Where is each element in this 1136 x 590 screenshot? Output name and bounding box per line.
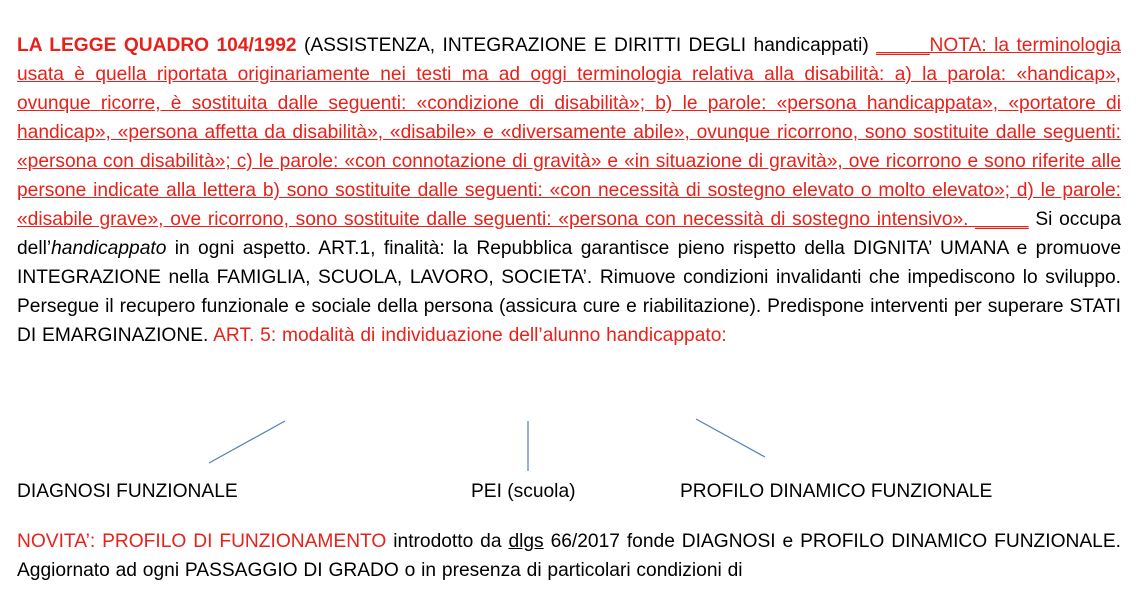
- body-text-a: Si occupa dell’: [17, 209, 1121, 259]
- terminology-note: _____NOTA: la terminologia usata è quella riportata originariamente nei testi ma ad oggi terminologia relativa alla disabilità: a) la parola: «handicap», ovunque ricorre, è sostituita dalle seguenti: «condizione di disabilità»; b) le parole: «persona handicappata», «portatore di handicap», «persona affetta da disabilità», «disabile» e «diversamente abile», ovunque ricorrono, sono sostituite dalle seguenti: «persona con disabilità»; c) le parole: «con connotazione di gravità» e «in situazione di gravità», ove ricorrono e sono riferite alle persone indicate alla lettera b) sono sostituite dalle seguenti: «con necessità di sostegno elevato o molto elevato»; d) le parole: «disabile grave», ove ricorrono, sono sostituite dalle seguenti: «persona con necessità di sostegno intensivo». _____: [17, 35, 1121, 230]
- label-profilo-dinamico: PROFILO DINAMICO FUNZIONALE: [680, 481, 993, 502]
- novita-dlgs: dlgs: [508, 531, 544, 552]
- connector-right: [696, 419, 765, 457]
- label-pei: PEI (scuola): [471, 481, 576, 502]
- document-body: [17, 31, 1121, 350]
- novita-text-a: introdotto da: [386, 531, 509, 552]
- body-text-italic: handicappato: [51, 238, 167, 259]
- connector-left: [209, 421, 285, 463]
- law-title: LA LEGGE QUADRO 104/1992: [17, 35, 297, 56]
- novita-text-b: 66/2017 fonde DIAGNOSI e PROFILO DINAMICO FUNZIONALE. Aggiornato ad ogni PASSAGGIO DI GRADO o in presenza di particolari condizioni di: [17, 531, 1121, 581]
- body-text-b: in ogni aspetto. ART.1, finalità: la Repubblica garantisce pieno rispetto della DIGNITA’ UMANA e promuove INTEGRAZIONE nella FAMIGLIA, SCUOLA, LAVORO, SOCIETA’. Rimuove condizioni invalidanti che impediscono lo sviluppo. Persegue il recupero funzionale e sociale della persona (assicura cure e riabilitazione). Predispone interventi per superare STATI DI EMARGINAZIONE.: [17, 238, 1121, 346]
- label-diagnosi-funzionale: DIAGNOSI FUNZIONALE: [17, 481, 238, 502]
- art5-heading: ART. 5: modalità di individuazione dell’alunno handicappato:: [213, 325, 727, 346]
- novita-label: NOVITA’: PROFILO DI FUNZIONAMENTO: [17, 531, 387, 552]
- law-title-tail: (ASSISTENZA, INTEGRAZIONE E DIRITTI DEGLI handicappati): [296, 35, 869, 56]
- novita-section: [17, 527, 1121, 585]
- novita-paragraph: [17, 527, 1121, 585]
- main-paragraph: [17, 31, 1121, 350]
